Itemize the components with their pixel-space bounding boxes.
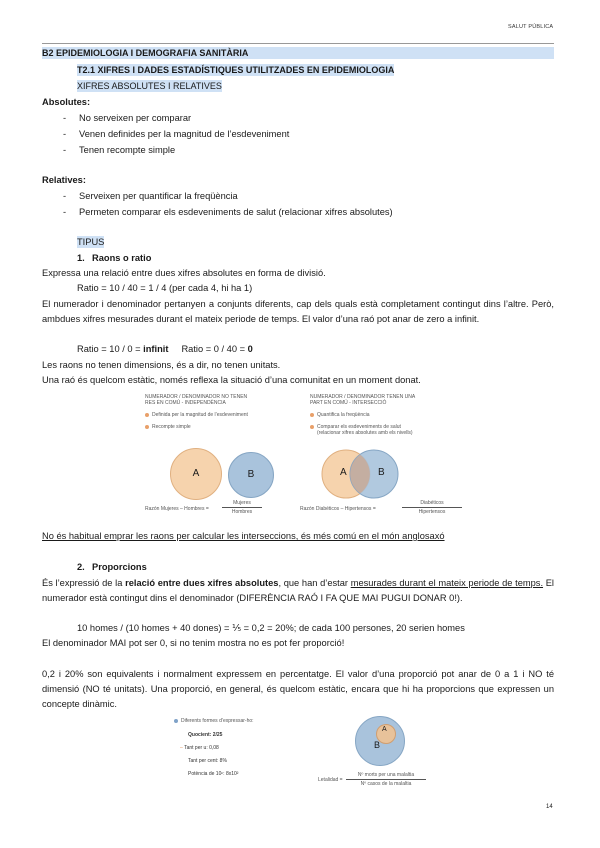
list-item: - No serveixen per comparar: [63, 113, 192, 123]
tipus-heading: TIPUS: [77, 237, 105, 247]
fig-left-fraction: Mujeres Hombres: [222, 500, 262, 515]
raons-dimensions: Les raons no tenen dimensions, és a dir, no tenen unitats.: [42, 360, 281, 370]
raons-number: 1.: [77, 253, 85, 263]
raons-ratio-examples: Ratio = 10 / 0 = infinit Ratio = 0 / 40 = 0: [77, 344, 253, 354]
list-item: - Tenen recompte simple: [63, 145, 176, 155]
fig-right-fraction: Diabéticos Hipertensos: [402, 500, 462, 515]
fig2-line-2: – Tant per u: 0,08: [180, 745, 219, 751]
page-number: 14: [546, 804, 553, 810]
circle-a-label: A: [340, 467, 347, 478]
absolutes-heading: Absolutes:: [42, 97, 91, 107]
fig-right-bullet-1: Quantifica la freqüència: [310, 412, 370, 418]
header-section-label: SALUT PÚBLICA: [508, 24, 554, 30]
raons-paragraph: El numerador i denominador pertanyen a conjunts diferents, cap dels quals està completament contingut dins l’altre. Però, ambdues xifres mesurades durant el mateix periode de temps. El valor d’una raó pot anar de zero a infinit.: [42, 299, 554, 324]
fig-left-bullet-1: Definida per la magnitud de l’esdeveniment: [145, 412, 248, 418]
proporcions-number: 2.: [77, 562, 85, 572]
raons-static: Una raó és quelcom estàtic, només reflexa la situació d’una comunitat en un moment donat.: [42, 375, 421, 385]
fig-left-bullet-2: Recompte simple: [145, 424, 191, 430]
proporcions-heading: Proporcions: [92, 562, 147, 572]
fig-right-formula: Razón Diabéticos – Hipertensos =: [300, 506, 376, 512]
relatives-heading: Relatives:: [42, 175, 86, 185]
raons-definition: Expressa una relació entre dues xifres absolutes en forma de divisió.: [42, 268, 326, 278]
list-item: - Permeten comparar els esdeveniments de salut (relacionar xifres absolutes): [63, 207, 393, 217]
fig-left-formula: Razón Mujeres – Hombres =: [145, 506, 209, 512]
section-title: B2 EPIDEMIOLOGIA I DEMOGRAFIA SANITÀRIA: [42, 47, 554, 59]
circle-b: B: [228, 452, 274, 498]
circle-a-label: A: [382, 726, 387, 733]
raons-heading: Raons o ratio: [92, 253, 152, 263]
fig2-fraction: Nº morts per una malaltia Nº casos de la malaltia: [346, 772, 426, 787]
fig-right-title: NUMERADOR / DENOMINADOR TENEN UNA PART EN COMÚ - INTERSECCIÓ: [310, 394, 416, 406]
circle-b-label: B: [378, 467, 385, 478]
circle-a: A: [170, 448, 222, 500]
proportion-figure: [170, 714, 440, 798]
ratio-figure: [140, 390, 470, 525]
intersection-circles: [320, 446, 410, 502]
proporcions-paragraph-1: És l’expressió de la relació entre dues xifres absolutes, que han d’estar mesurades durant el mateix periode de temps. El numerador està contingut dins el denominador (DIFERÈNCIA RAÓ I FA QUE MAI PUGUI DONAR 0!).: [42, 578, 554, 603]
proporcions-never-zero: El denominador MAI pot ser 0, si no tenim mostra no es pot fer proporció!: [42, 638, 345, 648]
fig2-title: Diferents formes d’expressar-ho:: [174, 718, 254, 724]
header-rule: [42, 43, 554, 44]
raons-note: No és habitual emprar les raons per calcular les interseccions, és més comú en el món anglosaxó: [42, 531, 445, 541]
fig2-line-4: Potència de 10ⁿ: 8x10²: [188, 771, 239, 777]
section-subtitle: T2.1 XIFRES I DADES ESTADÍSTIQUES UTILITZADES EN EPIDEMIOLOGIA: [77, 65, 395, 75]
fig2-line-3: Tant per cent: 8%: [188, 758, 227, 764]
circle-b-label: B: [374, 740, 381, 750]
raons-example: Ratio = 10 / 40 = 1 / 4 (per cada 4, hi ha 1): [77, 283, 253, 293]
fig-left-title: NUMERADOR / DENOMINADOR NO TENEN RES EN COMÚ - INDEPENDÈNCIA: [145, 394, 248, 406]
proporcions-example: 10 homes / (10 homes + 40 dones) = ⅕ = 0,2 = 20%; de cada 100 persones, 20 serien homes: [77, 623, 465, 633]
proporcions-paragraph-2: 0,2 i 20% son equivalents i normalment expressem en percentatge. El valor d’una proporció pot anar de 0 a 1 i NO té dimensió (NO té unitats). Una proporció, en general, és quelcom estàtic, encara que hi ha proporcions que expressen un concepte dinàmic.: [42, 669, 554, 709]
list-item: - Venen definides per la magnitud de l’esdeveniment: [63, 129, 290, 139]
fig-right-bullet-2: Comparar els esdeveniments de salut (relacionar xifres absolutes amb els nivells): [310, 424, 413, 436]
section-subsubtitle: XIFRES ABSOLUTES I RELATIVES: [77, 81, 222, 91]
fig2-formula: Letalidad =: [318, 777, 343, 783]
fig2-line-1: Quocient: 2/25: [188, 732, 223, 738]
list-item: - Serveixen per quantificar la freqüència: [63, 191, 238, 201]
